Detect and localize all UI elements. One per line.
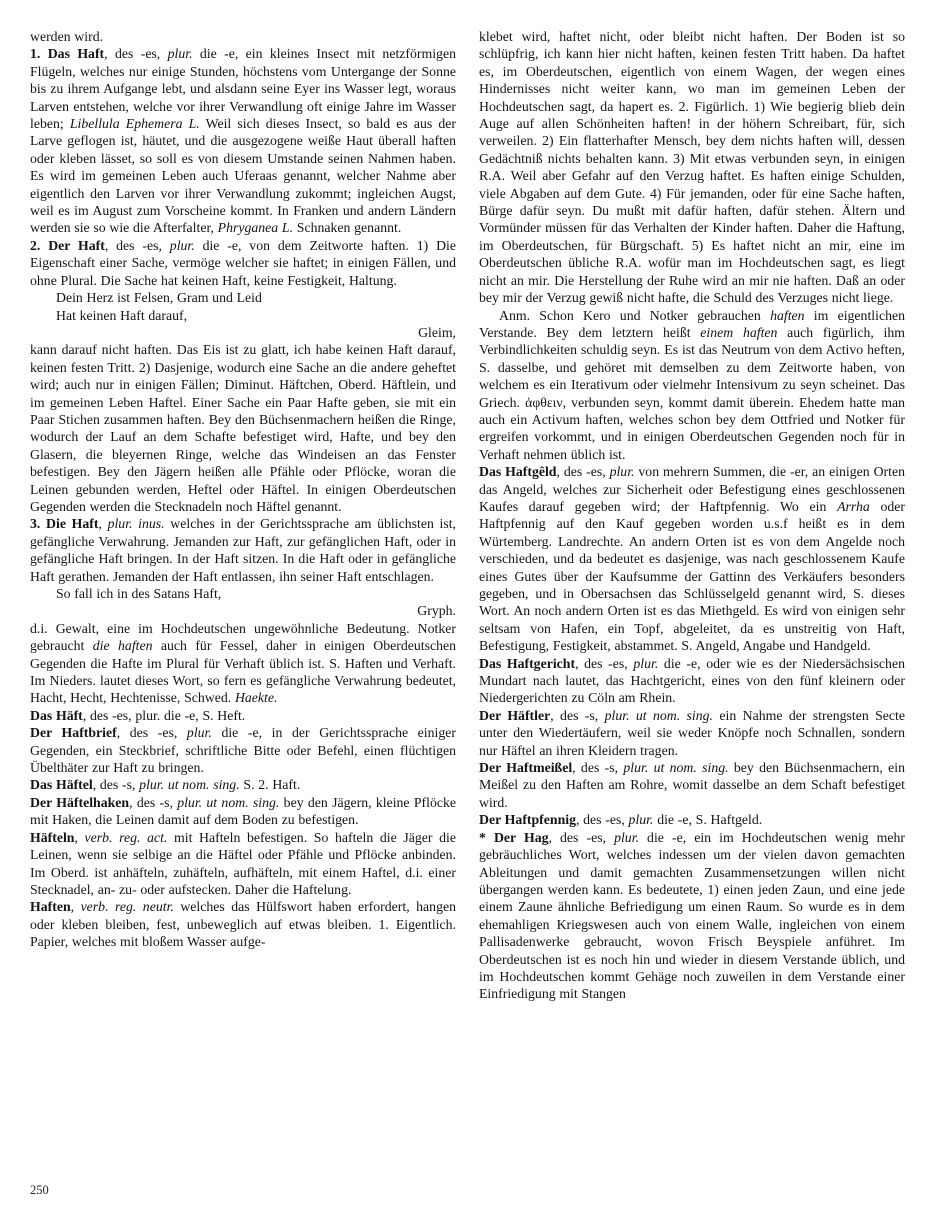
text-segment: die -e, in der Gerichtssprache einiger Gegenden, ein Steckbrief, schriftliche Bitte oder Befehl, einen flüchtigen Übelthäter zur Haft zu bringen. bbox=[30, 725, 456, 776]
text-segment: verb. reg. act. bbox=[84, 829, 168, 845]
text-segment: oder Haftpfennig auf den Kauf gegeben worden u.s.f heißt es in dem Würtemberg. Landrechte. An andern Orten ist es von dem Angelde noch verschieden, und da bedeutet es dasjenige, was nach geschlossenem Kaufe eines Gutes über der Kaufsumme der Gattinn des Verkäufers besonders gegeben, und in Obersachsen das Schlüsselgeld genannt wird, S. dieses Wort. An noch andern Orten ist es das Miethgeld. Es wird von einigen sehr seltsam von Hafen, ein Topf, abgeleitet, da es unstreitig von Haft, Befestigung, Festigkeit, abstammet. S. Angeld, Angabe und Handgeld. bbox=[479, 498, 906, 654]
paragraph bbox=[479, 28, 905, 307]
text-segment: werden wird. bbox=[30, 29, 104, 44]
dictionary-entry bbox=[479, 811, 905, 828]
headword: * Der Hag bbox=[479, 829, 549, 845]
headword: 2. Der Haft bbox=[30, 237, 105, 253]
text-segment: , des -es, bbox=[575, 655, 634, 671]
text-segment: Gleim, bbox=[418, 324, 456, 340]
text-segment: So fall ich in des Satans Haft, bbox=[56, 586, 222, 601]
text-segment: , des -s, bbox=[550, 707, 605, 723]
left-column bbox=[30, 28, 456, 1003]
text-segment: welches das Hülfswort haben erfordert, hangen oder kleben bleiben, fest, unbeweglich auf etwas bleiben. 1. Eigentlich. Papier, welches mit bloßem Wasser aufge- bbox=[30, 899, 456, 950]
text-segment: Arrha bbox=[837, 498, 870, 514]
text-segment: S. 2. Haft. bbox=[239, 777, 301, 793]
page-number: 250 bbox=[30, 1183, 49, 1197]
dictionary-entry bbox=[479, 655, 905, 707]
dictionary-entry bbox=[30, 724, 456, 776]
text-segment: plur. ut nom. sing. bbox=[604, 707, 714, 723]
paragraph bbox=[479, 307, 905, 464]
text-segment: ein Nahme der strengsten Secte unter den Wiedertäufern, weil sie weder Knöpfe noch Schnallen, sondern nur Häftel an ihren Kleidern tragen. bbox=[479, 707, 905, 758]
text-segment: d.i. Gewalt, eine im Hochdeutschen ungewöhnliche Bedeutung. Notker gebraucht bbox=[30, 620, 456, 654]
text-segment: , des -es, bbox=[575, 812, 629, 828]
dictionary-entry bbox=[479, 463, 905, 654]
paragraph bbox=[30, 620, 456, 707]
text-segment: von mehrern Summen, die -er, an einigen Orten das Angeld, welches zur Sicherheit oder Befestigung eines geschlossenen Kaufes darauf gegeben wird; der Haftpfennig. Wo ein bbox=[479, 464, 905, 514]
text-segment: auch figürlich, ihm Verbindlichkeiten schuldig seyn. Es ist das Neutrum von dem Activo heften, S. dasselbe, und gehöret mit demselben zu dem Zeitworte haben, von welchem es ein Iterativum oder vielmehr Intensivum zu seyn scheinet. Das Griech. ἀφθειν, verbunden seyn, kommt damit überein. Ehedem hatte man auch ein Activum haften, welches schon bey dem Ottfried und Notker für ergreifen vorkommt, und in einigen Oberdeutschen Gegenden noch für in Verhaft nehmen üblich ist. bbox=[479, 324, 906, 462]
text-segment: plur. ut nom. sing. bbox=[623, 760, 729, 776]
text-segment: , des -s, bbox=[129, 794, 178, 810]
dictionary-entry bbox=[30, 237, 456, 289]
text-segment: haften bbox=[770, 307, 805, 323]
text-segment: plur. bbox=[614, 829, 639, 845]
headword: Das Häft bbox=[30, 707, 83, 723]
text-segment: Gryph. bbox=[417, 603, 456, 619]
text-segment: die -e, S. Haftgeld. bbox=[653, 812, 763, 828]
text-segment: die haften bbox=[92, 638, 153, 654]
headword: Haften bbox=[30, 899, 71, 915]
text-segment: Schnaken genannt. bbox=[293, 220, 402, 236]
text-segment: Anm. Schon Kero und Notker gebrauchen bbox=[499, 307, 771, 323]
dictionary-entry bbox=[479, 829, 905, 1003]
text-segment: die -e, oder wie es der Niedersächsischen Mundart nach lautet, das Hachtgericht, eines von den fünf kleinern oder Niedergerichten zu Cöln am Rhein. bbox=[479, 655, 905, 706]
dictionary-entry bbox=[30, 707, 456, 724]
text-segment: Hat keinen Haft darauf, bbox=[56, 307, 188, 323]
text-segment: die -e, von dem Zeitworte haften. 1) Die Eigenschaft einer Sache, vermöge welcher sie haftet; in einigen Fällen, und ohne Plural. Die Sache hat keinen Haft, keine Festigkeit, Haltung. bbox=[30, 237, 456, 288]
attribution bbox=[30, 602, 456, 619]
text-segment: plur. ut nom. sing. bbox=[139, 777, 240, 793]
text-segment: , des -es, bbox=[116, 725, 187, 741]
dictionary-entry bbox=[30, 898, 456, 950]
headword: Der Haftpfennig bbox=[479, 812, 576, 828]
headword: Das Häftel bbox=[30, 777, 93, 793]
dictionary-entry bbox=[30, 794, 456, 829]
text-segment: Dein Herz ist Felsen, Gram und Leid bbox=[56, 290, 262, 306]
text-segment: bey den Jägern, kleine Pflöcke mit Haken, die Leinen damit auf dem Boden zu befestigen. bbox=[30, 794, 456, 828]
headword: Der Haftbrief bbox=[30, 725, 117, 741]
text-segment: plur. inus. bbox=[107, 516, 165, 532]
verse-line bbox=[56, 585, 456, 602]
text-segment: im eigentlichen Verstande. Bey dem letztern heißt bbox=[479, 307, 905, 340]
dictionary-entry bbox=[479, 759, 905, 811]
text-segment: plur. bbox=[633, 655, 659, 671]
text-segment: mit Hafteln befestigen. So hafteln die Jäger die Leinen, wenn sie selbige an die Häftel oder Pfähle und Pflöcke anbinden. Im Oberd. ist anhäfteln, zuhäfteln, aufhäfteln, mit einem Haftel, d.i. einer Stecknadel, an- zu- oder aufstecken. Daher die Haftelung. bbox=[30, 829, 456, 897]
headword: 3. Die Haft bbox=[30, 516, 99, 532]
text-segment: , des -s, bbox=[572, 760, 624, 776]
text-segment: kann darauf nicht haften. Das Eis ist zu glatt, ich habe keinen Haft darauf, keinen festen Tritt. 2) Dasjenige, wodurch eine Sache an die andere geheftet wird; auch nur in einigen Fällen; Diminut. Häftchen, Oberd. Häftlein, und im gemeinen Leben Haftel. Einer Sache ein Paar Hafte geben, sie mit ein Paar Stichen zusammen haften. Bey den Büchsenmachern heißen die Ringe, wodurch der Lauf an dem Schafte befestiget wird, Hafte, und bey den Glasern, die bleyernen Ringe, welche das Windeisen an das Fenster befestigen. Bey den Jägern heißen alle Pfähle oder Pflöcke, woran die Leinen gebunden werden, Heftel oder Häftel. In einigen Oberdeutschen Gegenden werden die Stecknadeln noch Häftel genannt. bbox=[30, 342, 456, 514]
text-segment: , bbox=[98, 516, 108, 532]
text-segment: welches in der Gerichtssprache am üblichsten ist, gefängliche Verwahrung. Jemanden zur Haft, zur gefänglichen Haft, oder in gefängliche Haft bringen. In der Haft sitzen. In die Haft oder in gefängliche Haft gerathen. Jemanden der Haft entlassen, ihn seiner Haft entschlagen. bbox=[30, 516, 456, 584]
text-segment: plur. bbox=[609, 464, 635, 480]
headword: Häfteln bbox=[30, 829, 75, 845]
attribution bbox=[30, 324, 456, 341]
text-columns bbox=[30, 28, 905, 1003]
text-segment: die -e, ein kleines Insect mit netzförmigen Flügeln, welches nur einige Stunden, höchstens vom Untergange der Sonne bis zu ihrem Aufgange lebt, und alsdann seine Eyer ins Wasser legt, woraus Larven entstehen, welche vor ihrer Verwandlung oft einige Jahre im Wasser leben; bbox=[30, 46, 456, 132]
paragraph bbox=[30, 341, 456, 515]
text-segment: Haekte. bbox=[234, 690, 278, 706]
text-segment: die -e, ein im Hochdeutschen wenig mehr gebräuchliches Wort, welches indessen um der vielen davon gemachten Ableitungen und damit gemachten Zusammensetzungen willen nicht übergangen werden kann. Es bedeutete, 1) einen jeden Zaun, und eine jede einem Zaune ähnliche Befriedigung um einen Raum. So wurde es in dem ehemahligen Kriegswesen auch von einem Walle, ingleichen von einem Pallisadenwerke gebraucht, wovon Frisch Beyspiele anführet. Im Oberdeutschen ist es noch hin und wieder in diesem Verstande üblich, und im Hochdeutschen kommt Gehäge noch zuweilen in dem Verstande einer Einfriedigung mit Stangen bbox=[479, 829, 905, 1002]
text-segment: Phryganea L. bbox=[217, 220, 294, 236]
verse-line bbox=[56, 289, 456, 306]
text-segment: plur. bbox=[186, 725, 212, 741]
text-segment: , des -es, plur. die -e, S. Heft. bbox=[82, 707, 246, 723]
text-segment: plur. bbox=[167, 46, 193, 62]
text-segment: plur. bbox=[628, 812, 654, 828]
text-segment: verb. reg. neutr. bbox=[80, 899, 174, 915]
text-segment: , des -es, bbox=[556, 464, 610, 480]
text-segment: plur. ut nom. sing. bbox=[177, 794, 280, 810]
text-segment: Weil sich dieses Insect, so bald es aus der Larve geflogen ist, häutet, und die ausgezogene weiße Haut überall haften oder kleben lässet, so soll es von diesem Umstande seinen Nahmen haben. Es wird im gemeinen Leben auch Uferaas genannt, welcher Nahme aber eigentlich den Larven vor ihrer Verwandlung zukommt; ingleichen Augst, weil es im August zum Vorscheine kommt. In Franken und andern Ländern werden sie so wie die Afterfalter, bbox=[30, 116, 457, 236]
text-segment: Libellula Ephemera L. bbox=[69, 116, 200, 132]
dictionary-entry bbox=[479, 707, 905, 759]
text-segment: plur. bbox=[169, 237, 195, 253]
text-segment: klebet wird, haftet nicht, oder bleibt nicht haften. Der Boden ist so schlüpfrig, ich kann hier nicht haften, keinen festen Tritt haben. Da haftet es, im Oberdeutschen, eigentlich von einem Wagen, der wegen eines Hindernisses nicht weiter kann, wo man im gemeinen Leben der Hochdeutschen sagt, da hapert es. 2. Figürlich. 1) Wie begierig blieb dein Auge auf allen Schönheiten haften! in der höhern Schreibart, für, sich verweilen. 2) Ein flatterhafter Mensch, bey dem nichts haften will, dessen Gedächtniß nichts behalten kann. 3) Mit etwas verbunden seyn, in einigen R.A. Weil aber Gefahr auf den Verzug haftet. Es haften einige Schulden, viele Abgaben auf dem Gute. 4) Für jemanden, oder für eine Sache haften, Bürge dafür seyn. Du mußt mit dafür haften, dafür stehen. Ältern und Vormünder müssen für das Verhalten der Kinder haften. Daher die Haftung, im Oberdeutschen, für Bürgschaft. 5) Es haftet nicht an mir, eine im Oberdeutschen übliche R.A. wofür man im Hochdeutschen sagt, es liegt nicht an mir. Die Herstellung der Ruhe wird an mir nie haften. Daß an oder bey mir der Verzug gewiß nicht hafte, die Schuld des Verzuges nicht liege. bbox=[479, 29, 905, 306]
text-segment: auch für Fessel, daher in einigen Oberdeutschen Gegenden die Hafte im Plural für Verhaft üblich ist. S. Haften und Verhaft. Im Nieders. lautet dieses Wort, so fern es gefängliche Verwahrung bedeutet, Hacht, Hecht, Hechtenisse, Schwed. bbox=[30, 638, 456, 706]
dictionary-entry bbox=[30, 45, 456, 236]
text-segment: bey den Büchsenmachern, ein Meißel zu den Haften am Rohre, womit dasselbe an dem Schaft befestiget wird. bbox=[479, 760, 905, 810]
text-segment: , bbox=[70, 899, 81, 915]
headword: 1. Das Haft bbox=[30, 46, 105, 62]
headword: Der Häftler bbox=[479, 707, 551, 723]
headword: Der Häftelhaken bbox=[30, 794, 130, 810]
verse-line bbox=[56, 307, 456, 324]
text-segment: , bbox=[74, 829, 85, 845]
paragraph bbox=[30, 28, 456, 45]
text-segment: , des -es, bbox=[104, 46, 168, 62]
text-segment: , des -es, bbox=[548, 829, 615, 845]
headword: Der Haftmeißel bbox=[479, 760, 573, 776]
text-segment: einem haften bbox=[700, 324, 778, 340]
text-segment: , des -s, bbox=[92, 777, 140, 793]
headword: Das Haftgericht bbox=[479, 655, 576, 671]
text-segment: , des -es, bbox=[104, 237, 170, 253]
right-column bbox=[479, 28, 905, 1003]
dictionary-entry bbox=[30, 776, 456, 793]
dictionary-entry bbox=[30, 515, 456, 585]
headword: Das Haftgêld bbox=[479, 464, 557, 480]
dictionary-entry bbox=[30, 829, 456, 899]
